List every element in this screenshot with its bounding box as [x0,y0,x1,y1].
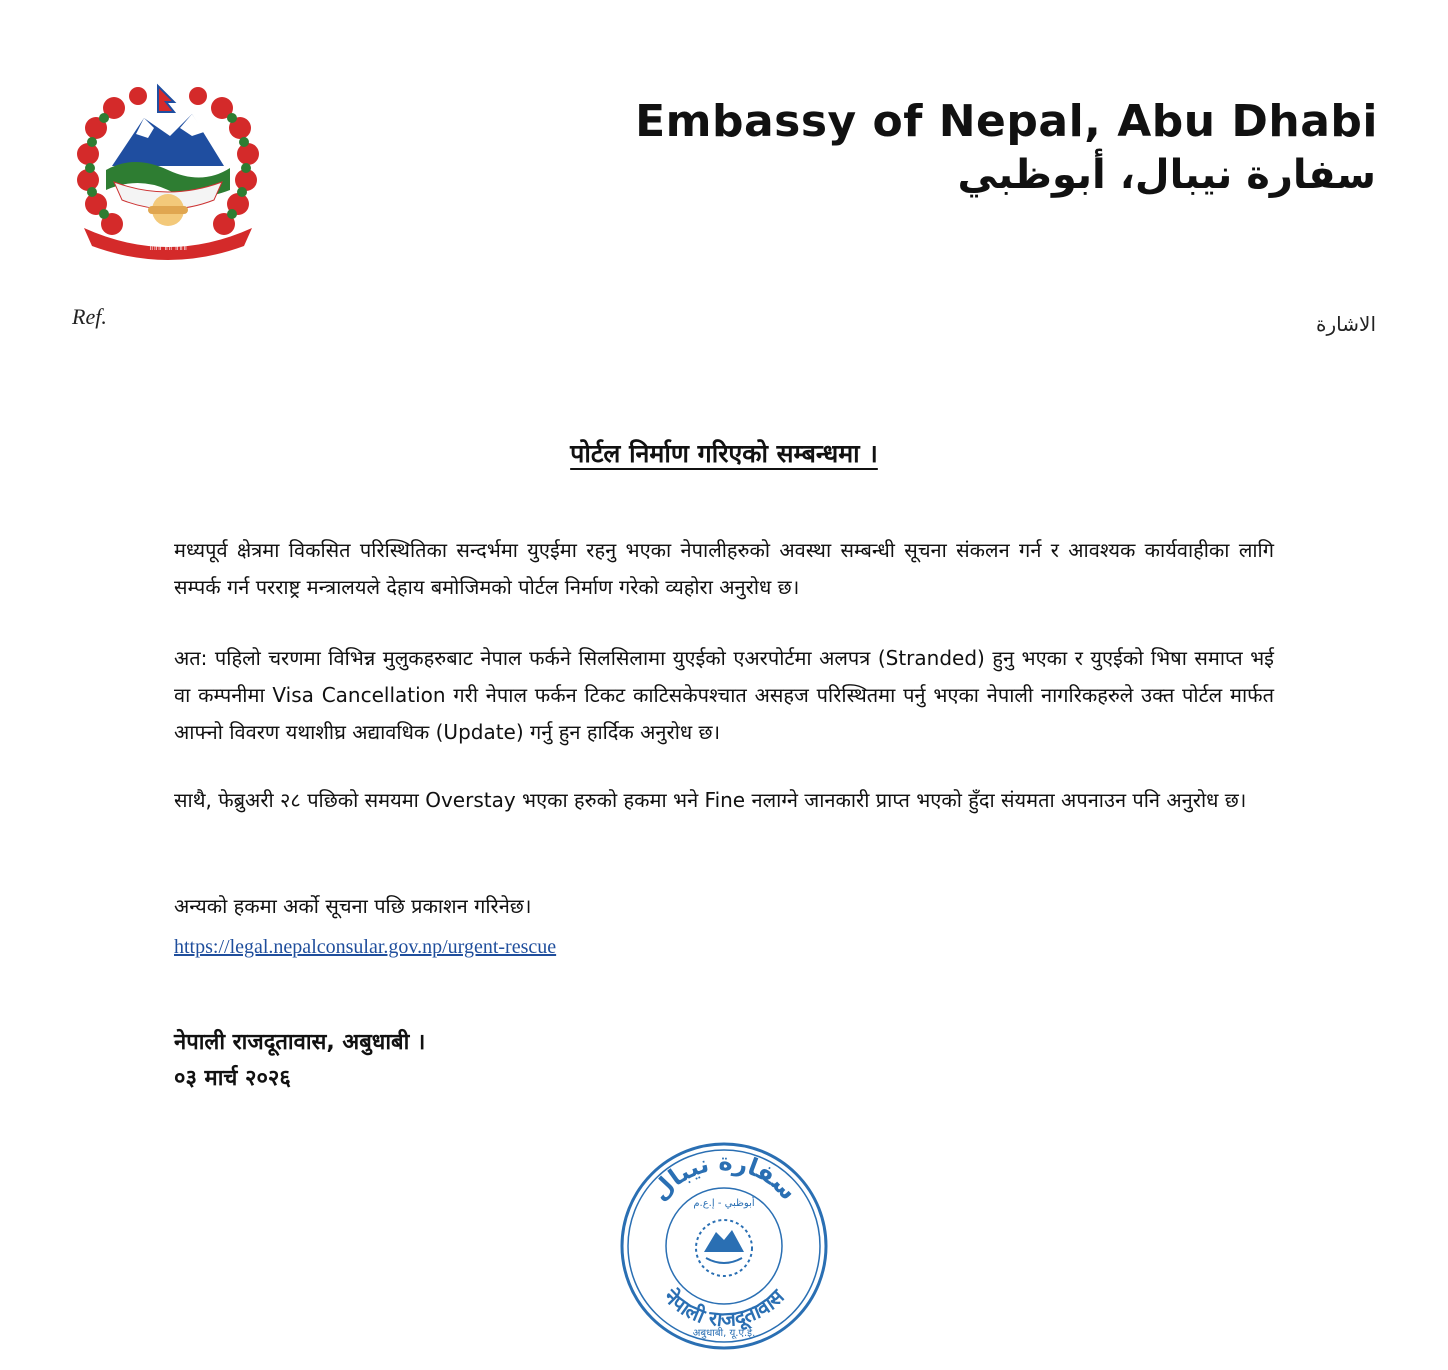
nepal-emblem-icon [74,78,262,266]
svg-text:سفارة نيبال [645,1148,802,1206]
stamp-nepali-text: नेपाली राजदूतावास [659,1284,789,1332]
embassy-stamp-icon [618,1140,830,1352]
svg-text:नेपाली राजदूतावास [659,1283,790,1332]
ref-label-arabic: الاشارة [1316,312,1376,336]
ref-label: Ref. [72,304,107,329]
embassy-title-arabic: سفارة نيبال، أبوظبي [957,152,1376,198]
paragraph-4: अन्यको हकमा अर्को सूचना पछि प्रकाशन गरिनेछ। [174,894,532,918]
stamp-arabic-text: سفارة نيبال [645,1147,803,1206]
svg-text:॥॥॥ ॥॥ ॥॥॥: ॥॥॥ ॥॥ ॥॥॥ [149,244,187,252]
subject-text: पोर्टल निर्माण गरिएको सम्बन्धमा । [570,439,878,468]
embassy-title: Embassy of Nepal, Abu Dhabi [635,96,1378,147]
stamp-nepali-small-text: अबुधाबी, यू.ए.ई. [692,1328,756,1339]
paragraph-2: अत: पहिलो चरणमा विभिन्न मुलुकहरुबाट नेपाल फर्कने सिलसिलामा युएईको एअरपोर्टमा अलपत्र (Stranded) हुनु भएका र युएईको भिषा समाप्त भई वा कम्पनीमा Visa Cancellation गरी नेपाल फर्कन टिकट काटिसकेपश्चात असहज परिस्थितमा पर्नु भएका नेपाली नागरिकहरुले उक्त पोर्टल मार्फत आफ्नो विवरण यथाशीघ्र अद्यावधिक (Update) गर्नु हुन हार्दिक अनुरोध छ। [174,646,1274,744]
letter-subject [0,436,1448,470]
letter-date: ०३ मार्च २०२६ [174,1066,291,1091]
paragraph-1: मध्यपूर्व क्षेत्रमा विकसित परिस्थितिका सन्दर्भमा युएईमा रहनु भएका नेपालीहरुको अवस्था सम्बन्धी सूचना संकलन गर्न र आवश्यक कार्यवाहीका लागि सम्पर्क गर्न परराष्ट्र मन्त्रालयले देहाय बमोजिमको पोर्टल निर्माण गरेको व्यहोरा अनुरोध छ। [174,538,1274,599]
paragraph-3: साथै, फेब्रुअरी २८ पछिको समयमा Overstay भएका हरुको हकमा भने Fine नलाग्ने जानकारी प्राप्त भएको हुँदा संयमता अपनाउन पनि अनुरोध छ। [174,788,1247,812]
portal-link[interactable]: https://legal.nepalconsular.gov.np/urgent-rescue [174,936,557,958]
signature: नेपाली राजदूतावास, अबुधाबी । [174,1030,426,1055]
stamp-arabic-small-text: أبوظبي - إ.ع.م [693,1198,755,1209]
